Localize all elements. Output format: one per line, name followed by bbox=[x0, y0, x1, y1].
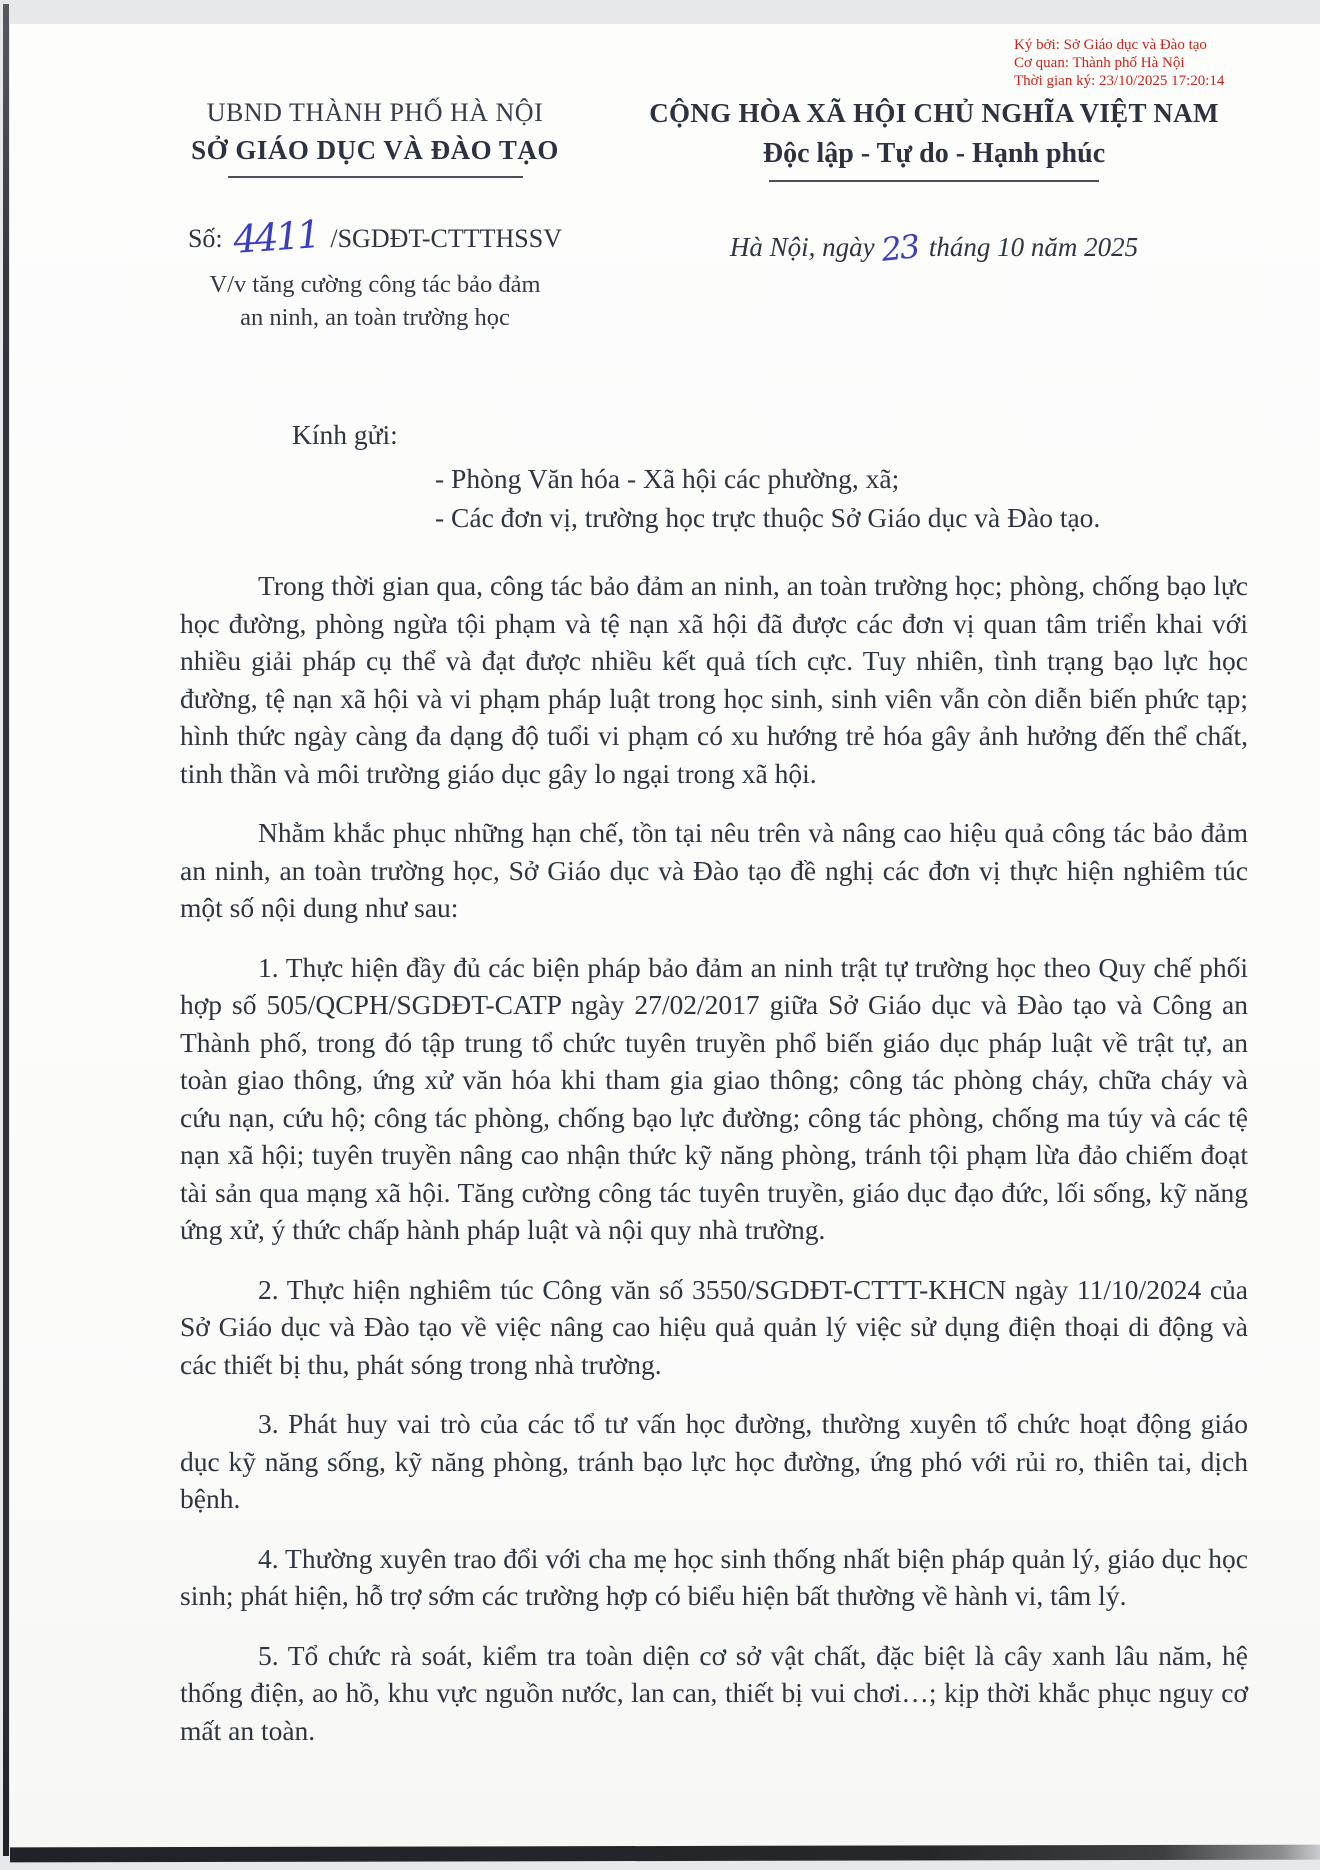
recipient-line: - Các đơn vị, trường học trực thuộc Sở Giáo dục và Đào tạo. bbox=[435, 502, 1101, 533]
document-number-line bbox=[150, 212, 600, 262]
issuer-block bbox=[150, 98, 600, 334]
document-header bbox=[150, 98, 1268, 334]
body-paragraph: Trong thời gian qua, công tác bảo đảm an ninh, an toàn trường học; phòng, chống bạo lực học đường, phòng ngừa tội phạm và tệ nạn xã hội đã được các đơn vị quan tâm triển khai với nhiều giải pháp cụ thể và đạt được nhiều kết quả tích cực. Tuy nhiên, tình trạng bạo lực học đường, tệ nạn xã hội và vi phạm pháp luật trong học sinh, sinh viên vẫn còn diễn biến phức tạp; hình thức ngày càng đa dạng độ tuổi vi phạm có xu hướng trẻ hóa gây ảnh hưởng đến thể chất, tinh thần và môi trường giáo dục gây lo ngại trong xã hội. bbox=[180, 570, 1248, 789]
issuer-parent-org: UBND THÀNH PHỐ HÀ NỘI bbox=[206, 98, 544, 127]
stamp-agency: Cơ quan: Thành phố Hà Nội bbox=[1014, 55, 1185, 71]
subject-line-2: an ninh, an toàn trường học bbox=[240, 304, 510, 331]
national-header-block bbox=[600, 98, 1268, 334]
stamp-sign-time: Thời gian ký: 23/10/2025 17:20:14 bbox=[1014, 73, 1225, 89]
numbered-item-3: 3. Phát huy vai trò của các tổ tư vấn học đường, thường xuyên tổ chức hoạt động giáo dục kỹ năng sống, kỹ năng phòng, tránh bạo lực học đường, ứng phó với rủi ro, thiên tai, dịch bệnh. bbox=[180, 1408, 1248, 1514]
recipient-line: - Phòng Văn hóa - Xã hội các phường, xã; bbox=[435, 463, 900, 494]
stamp-signed-by: Ký bởi: Sở Giáo dục và Đào tạo bbox=[1014, 37, 1207, 53]
salutation-label: Kính gửi: bbox=[292, 419, 398, 450]
dateline-prefix: Hà Nội, ngày bbox=[729, 232, 875, 262]
issuer-org: SỞ GIÁO DỤC VÀ ĐÀO TẠO bbox=[191, 135, 559, 165]
handwritten-day: 23 bbox=[879, 227, 921, 269]
number-label: Số: bbox=[187, 224, 223, 253]
recipients-list bbox=[435, 459, 1248, 537]
national-title: CỘNG HÒA XÃ HỘI CHỦ NGHĨA VIỆT NAM bbox=[649, 98, 1219, 128]
national-motto: Độc lập - Tự do - Hạnh phúc bbox=[762, 138, 1106, 169]
subject-line-1: V/v tăng cường công tác bảo đảm bbox=[209, 271, 541, 298]
page-bottom-edge-shadow bbox=[10, 1845, 1320, 1863]
digital-signature-stamp bbox=[1014, 36, 1292, 90]
subject-block bbox=[150, 268, 600, 334]
page-left-edge-shadow bbox=[3, 4, 9, 1856]
place-date-line bbox=[600, 226, 1268, 269]
motto-underline bbox=[769, 180, 1099, 182]
issuer-underline bbox=[228, 176, 523, 178]
document-body bbox=[180, 419, 1248, 1749]
numbered-item-5: 5. Tổ chức rà soát, kiểm tra toàn diện cơ sở vật chất, đặc biệt là cây xanh lâu năm, hệ thống điện, ao hồ, khu vực nguồn nước, lan can, thiết bị vui chơi…; kịp thời khắc phục nguy cơ mất an toàn. bbox=[180, 1639, 1248, 1746]
document-page bbox=[10, 24, 1320, 1848]
numbered-item-4: 4. Thường xuyên trao đổi với cha mẹ học sinh thống nhất biện pháp quản lý, giáo dục học sinh; phát hiện, hỗ trợ sớm các trường hợp có biểu hiện bất thường về hành vi, tâm lý. bbox=[180, 1542, 1248, 1611]
number-suffix: /SGDĐT-CTTTHSSV bbox=[330, 224, 563, 253]
dateline-suffix: tháng 10 năm 2025 bbox=[928, 232, 1139, 262]
body-paragraph: Nhằm khắc phục những hạn chế, tồn tại nêu trên và nâng cao hiệu quả công tác bảo đảm an ninh, an toàn trường học, Sở Giáo dục và Đào tạo đề nghị các đơn vị thực hiện nghiêm túc một số nội dung như sau: bbox=[180, 817, 1248, 923]
numbered-item-2: 2. Thực hiện nghiêm túc Công văn số 3550/SGDĐT-CTTT-KHCN ngày 11/10/2024 của Sở Giáo dục và Đào tạo về việc nâng cao hiệu quả quản lý việc sử dụng điện thoại di động và các thiết bị thu, phát sóng trong nhà trường. bbox=[180, 1273, 1248, 1380]
handwritten-number: 4411 bbox=[231, 212, 320, 262]
numbered-item-1: 1. Thực hiện đầy đủ các biện pháp bảo đảm an ninh trật tự trường học theo Quy chế phối hợp số 505/QCPH/SGDĐT-CATP ngày 27/02/2017 giữa Sở Giáo dục và Đào tạo và Công an Thành phố, trong đó tập trung tổ chức tuyên truyền phổ biến giáo dục pháp luật về trật tự, an toàn giao thông, ứng xử văn hóa khi tham gia giao thông; công tác phòng cháy, chữa cháy và cứu nạn, cứu hộ; công tác phòng, chống bạo lực đường; công tác phòng, chống ma túy và các tệ nạn xã hội; tuyên truyền nâng cao nhận thức kỹ năng phòng, tránh tội phạm lừa đảo chiếm đoạt tài sản qua mạng xã hội. Tăng cường công tác tuyên truyền, giáo dục đạo đức, lối sống, kỹ năng ứng xử, ý thức chấp hành pháp luật và nội quy nhà trường. bbox=[180, 951, 1248, 1245]
